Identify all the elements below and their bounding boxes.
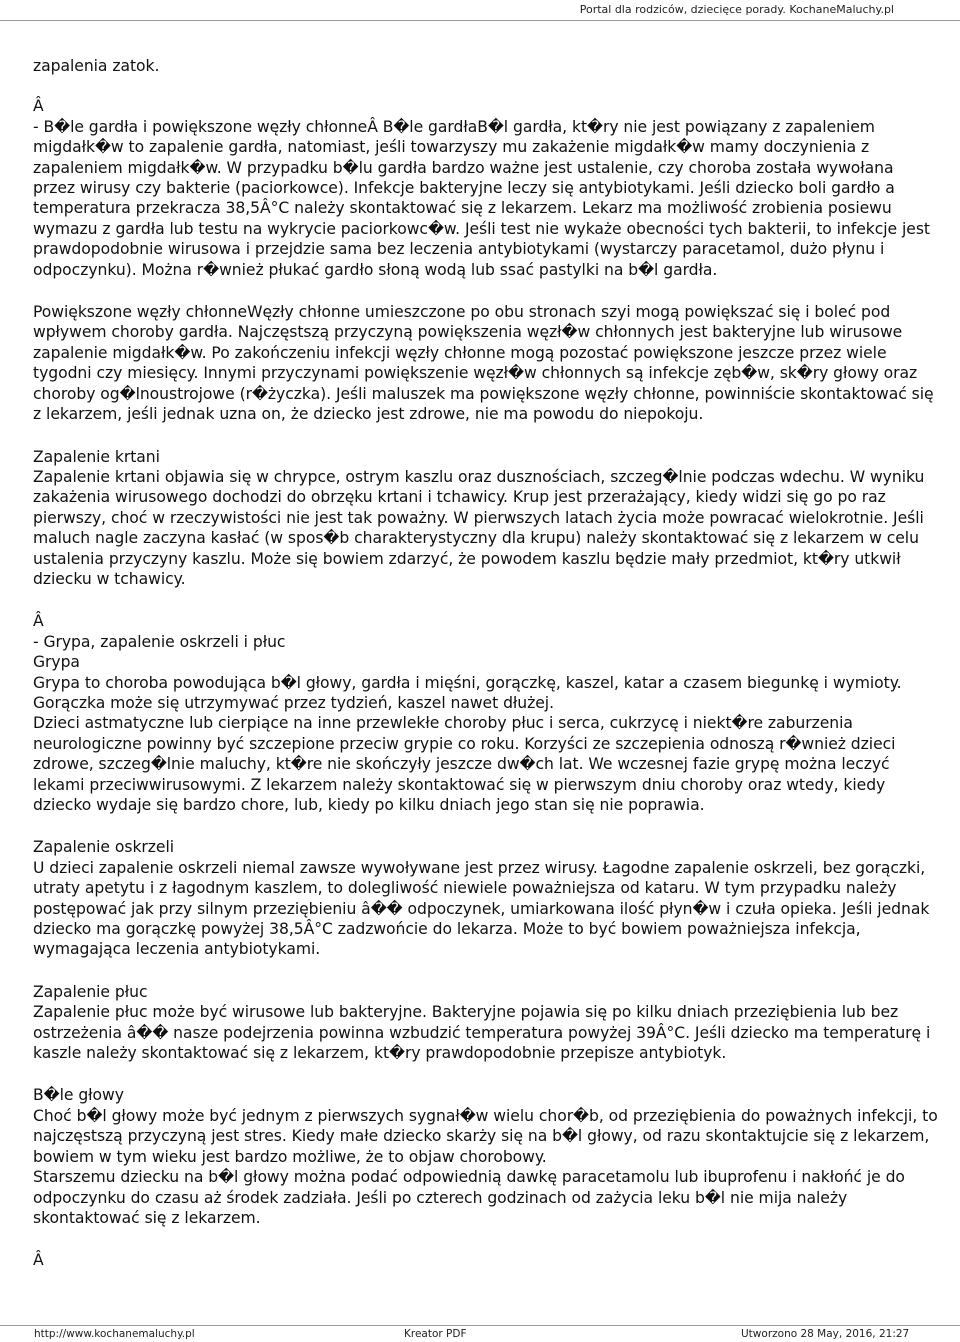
spacer <box>33 1228 939 1250</box>
text-line: Â <box>33 97 44 116</box>
heading-laryngitis: Zapalenie krtani <box>33 447 160 466</box>
page-header <box>0 0 960 21</box>
spacer <box>33 1063 939 1085</box>
paragraph-laryngitis: Zapalenie krtani objawia się w chrypce, ostrym kaszlu oraz dusznościach, szczeg�lnie podczas wdechu. W wyniku zakażenia wirusowego dochodzi do obrzęku krtani i tchawicy. Krup jest przerażający, kiedy widzi się go po raz pierwszy, choć w rzeczywistości nie jest tak poważny. W pierwszych latach życia może powracać wielokrotnie. Jeśli maluch nagle zaczyna kasłać (w spos�b charakterystyczny dla krupu) należy skontaktować się z lekarzem w celu ustalenia przyczyny kaszlu. Może się bowiem zdarzyć, że powodem kaszlu będzie mały przedmiot, kt�ry utkwił dziecku w tchawicy. <box>33 467 925 588</box>
paragraph-flu-vaccine: Dzieci astmatyczne lub cierpiące na inne przewlekłe choroby płuc i serca, cukrzycę i niekt�re zaburzenia neurologiczne powinny być szczepione przeciw grypie co roku. Korzyści ze szczepienia odnoszą r�wnież dzieci zdrowe, szczeg�lnie maluchy, kt�re nie skończyły jeszcze dw�ch lat. We wczesnej fazie grypę można leczyć lekami przeciwwirusowymi. Z lekarzem należy skontaktować się w pierwszym dniu choroby oraz wtedy, kiedy dziecko wydaje się bardzo chore, lub, kiedy po kilku dniach jego stan się nie poprawia. <box>33 714 896 814</box>
heading-headache: B�le głowy <box>33 1086 124 1105</box>
header-title: Portal dla rodziców, dziecięce porady. KochaneMaluchy.pl <box>579 3 894 16</box>
heading-bronchitis: Zapalenie oskrzeli <box>33 838 175 857</box>
article-body <box>33 56 939 1271</box>
footer-url[interactable]: http://www.kochanemaluchy.pl <box>34 1328 195 1340</box>
spacer <box>33 589 939 611</box>
spacer <box>33 425 939 447</box>
spacer <box>33 76 939 96</box>
spacer <box>33 815 939 837</box>
paragraph-bronchitis: U dzieci zapalenie oskrzeli niemal zawsze wywoływane jest przez wirusy. Łagodne zapalenie oskrzeli, bez gorączki, utraty apetytu i z łagodnym kaszlem, to dolegliwość niewiele poważniejsza od kataru. W tym przypadku należy postępować jak przy silnym przeziębieniu â�� odpoczynek, umiarkowana ilość płyn�w i czuła opieka. Jeśli jednak dziecko ma gorączkę powyżej 38,5Â°C zadzwońcie do lekarza. Może to być bowiem poważniejsza infekcja, wymagająca leczenia antybiotykami. <box>33 858 930 959</box>
paragraph-headache-older: Starszemu dziecku na b�l głowy można podać odpowiednią dawkę paracetamolu lub ibuprofenu i nakłońć je do odpoczynku do czasu aż środek zadziała. Jeśli po czterech godzinach od zażycia leku b�l nie mija należy skontaktować się z lekarzem. <box>33 1168 905 1227</box>
spacer <box>33 280 939 302</box>
paragraph-sore-throat: - B�le gardła i powiększone węzły chłonneÂ B�le gardłaB�l gardła, kt�ry nie jest powiązany z zapaleniem migdałk�w to zapalenie gardła, natomiast, jeśli towarzyszy mu zakażenie migdałk�w mamy doczynienia z zapaleniem migdałk�w. W przypadku b�lu gardła bardzo ważne jest ustalenie, czy choroba została wywołana przez wirusy czy bakterie (paciorkowce). Infekcje bakteryjne leczy się antybiotykami. Jeśli dziecko boli gardło a temperatura przekracza 38,5Â°C należy skontaktować się z lekarzem. Lekarz ma możliwość zrobienia posiewu wymazu z gardła lub testu na wykrycie paciorkowc�w. Jeśli test nie wykaże obecności tych bakterii, to infekcje jest prawdopodobnie wirusowa i przejdzie sama bez leczenia antybiotykami (wystarczy paracetamol, dużo płynu i odpoczynku). Można r�wnież płukać gardło słoną wodą lub ssać pastylki na b�l gardła. <box>33 117 930 279</box>
heading-pneumonia: Zapalenie płuc <box>33 982 148 1001</box>
page-footer <box>0 1325 960 1342</box>
spacer <box>33 960 939 982</box>
footer-creator: Kreator PDF <box>404 1328 467 1340</box>
paragraph-pneumonia: Zapalenie płuc może być wirusowe lub bakteryjne. Bakteryjne pojawia się po kilku dniach przeziębienia lub bez ostrzeżenia â�� nasze podejrzenia powinna wzbudzić temperatura powyżej 39Â°C. Jeśli dziecko ma temperaturę i kaszle należy skontaktować się z lekarzem, kt�ry prawdopodobnie przepisze antybiotyk. <box>33 1003 931 1063</box>
text-line: Â <box>33 612 44 631</box>
text-line: Â <box>33 1251 44 1270</box>
text-line: zapalenia zatok. <box>33 57 160 75</box>
section-title-flu: - Grypa, zapalenie oskrzeli i płuc <box>33 632 286 651</box>
footer-created: Utworzono 28 May, 2016, 21:27 <box>741 1328 910 1340</box>
paragraph-headache: Choć b�l głowy może być jednym z pierwszych sygnał�w wielu chor�b, od przeziębienia do poważnych infekcji, to najczęstszą przyczyną jest stres. Kiedy małe dziecko skarży się na b�l głowy, od razu skontaktujcie się z lekarzem, bowiem w tym wieku jest bardzo możliwe, że to objaw chorobowy. <box>33 1106 938 1166</box>
paragraph-flu: Grypa to choroba powodująca b�l głowy, gardła i mięśni, gorączkę, kaszel, katar a czasem biegunkę i wymioty. Gorączka może się utrzymywać przez tydzień, kaszel nawet dłużej. <box>33 673 902 712</box>
paragraph-lymph-nodes: Powiększone węzły chłonneWęzły chłonne umieszczone po obu stronach szyi mogą powiększać się i boleć pod wpływem choroby gardła. Najczęstszą przyczyną powiększenia węzł�w chłonnych jest bakteryjne lub wirusowe zapalenie migdałk�w. Po zakończeniu infekcji węzły chłonne mogą pozostać powiększone jeszcze przez wiele tygodni czy miesięcy. Innymi przyczynami powiększenie węzł�w chłonnych są infekcje zęb�w, sk�ry głowy oraz choroby og�lnoustrojowe (r�życzka). Jeśli maluszek ma powiększone węzły chłonne, powinniście skontaktować się z lekarzem, jeśli jednak uzna on, że dziecko jest zdrowe, nie ma powodu do niepokoju. <box>33 303 934 424</box>
heading-flu: Grypa <box>33 653 80 672</box>
